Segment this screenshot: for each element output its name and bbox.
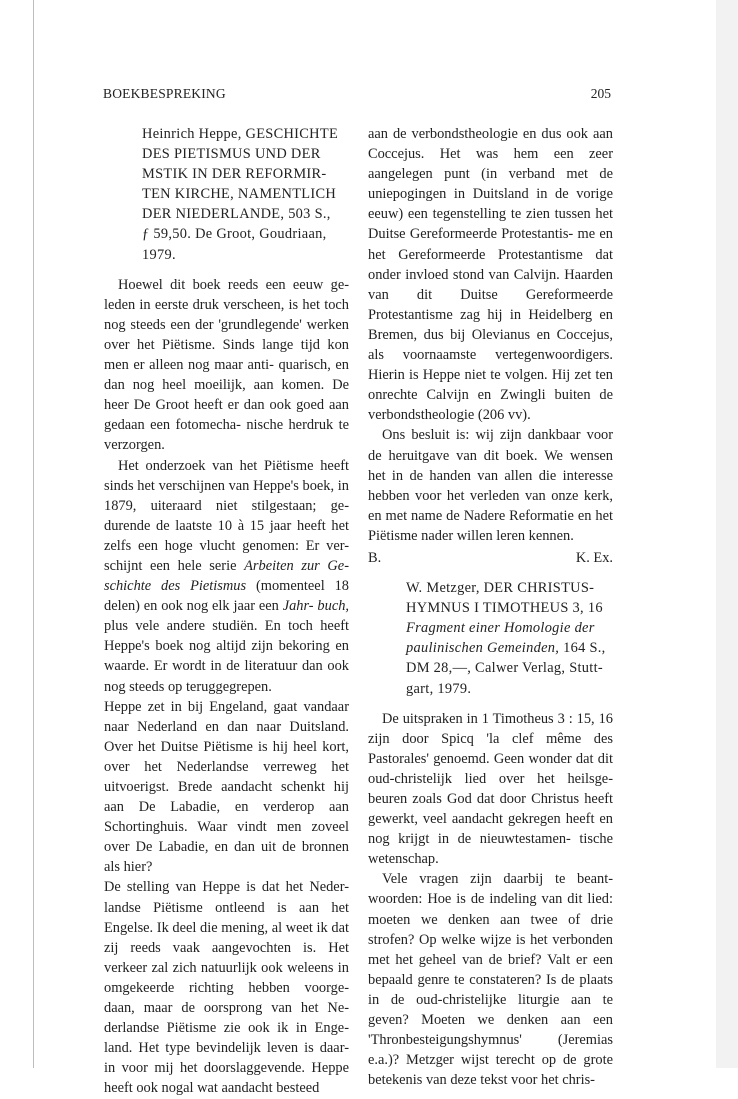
binding-edge bbox=[33, 0, 34, 1068]
page-edge bbox=[716, 0, 738, 1068]
book-citation-metzger: W. Metzger, DER CHRISTUS- HYMNUS I TIMOTHEUS 3, 16 Fragment einer Homologie der paulinischen Gemeinden, 164 S., DM 28,—, Calwer Verlag, Stutt- gart, 1979. bbox=[406, 580, 606, 697]
review-paragraph: Vele vragen zijn daarbij te beant- woorden: Hoe is de indeling van dit lied: moeten we denken aan twee of drie strofen? Op welke wijze is het verbonden met het geheel van de brief? Valt er een bepaald genre te constateren? Is de plaats in de oud-christelijke liturgie aan te geven? Moeten we denken aan een 'Thronbesteigungshymnus' (Jeremias e.a.)? Metzger wijst terecht op de grote betekenis van deze tekst voor het chris- bbox=[368, 871, 613, 1089]
review-paragraph: aan de verbondstheologie en dus ook aan Coccejus. Het was hem een zeer aangelegen punt (in verband met de uniepogingen in Duitsland in de vorige eeuw) een tegenstelling te zien tussen het Duitse Gereformeerde Protestantis- me en het Gereformeerde Protestantisme dat onder invloed stond van Calvijn. Haarden van dit Duitse Gereformeerde Protestantisme zag hij in Heidelberg en Bremen, dus bij Olevianus en Coccejus, als voornaamste vertegenwoordigers. Hierin is Heppe niet te volgen. Hij zet ten onrechte Calvijn en Zwingli buiten de verbondstheologie (206 vv). bbox=[368, 126, 613, 424]
signature-initial: B. bbox=[368, 549, 382, 566]
right-column bbox=[368, 124, 613, 1090]
review-paragraph: Heppe zet in bij Engeland, gaat vandaar naar Nederland en dan naar Duitsland. Over het Duitse Piëtisme is hij heel kort, over het Nederlandse verreweg het uitvoerigst. Brede aandacht schenkt hij aan De Labadie, en verderop aan Schortinghuis. Waar vindt men zoveel over De Labadie, en dan uit de bronnen als hier? bbox=[104, 698, 349, 876]
section-title: BOEKBESPREKING bbox=[103, 86, 226, 101]
review-paragraph: Hoewel dit boek reeds een eeuw ge- leden in eerste druk verscheen, is het toch nog steeds een der 'grundlegende' werken over het Piëtisme. Sinds lange tijd kon men er alleen nog maar anti- quarisch, en dan nog heel moeilijk, aan komen. De heer De Groot heeft er dan ook goed aan gedaan een fotomecha- nische herdruk te verzorgen. bbox=[104, 276, 349, 454]
book-citation-heppe: Heinrich Heppe, GESCHICHTE DES PIETISMUS UND DER MSTIK IN DER REFORMIR- TEN KIRCHE, NAMENTLICH DER NIEDERLANDE, 503 S., ƒ 59,50. De Groot, Goudriaan, 1979. bbox=[142, 126, 339, 263]
review-paragraph: De uitspraken in 1 Timotheus 3 : 15, 16 zijn door Spicq 'la clef même des Pastorales' genoemd. Geen wonder dat dit oud-christelijk lied over het heilsge- beuren zoals God dat door Christus heeft gewerkt, veel aandacht gekregen heeft en nog krijgt in de nieuwtestamen- tische wetenschap. bbox=[368, 710, 613, 868]
review-paragraph: Ons besluit is: wij zijn dankbaar voor de heruitgave van dit boek. We wensen het in de handen van allen die interesse hebben voor het verleden van onze kerk, en met name de Nadere Reformatie en het Piëtisme nader willen leren kennen. bbox=[368, 427, 613, 544]
review-paragraph: De stelling van Heppe is dat het Neder- landse Piëtisme ontleend is aan het Engelse. Ik deel die mening, al weet ik dat zij reeds vaak aangevochten is. Het verkeer zal zich natuurlijk ook weleens in omgekeerde richting hebben voorge- daan, maar de oorsprong van het Ne- derlandse Piëtisme zie ook ik in Enge- land. Het type bevindelijk leven is daar- in voor mij het doorslaggevende. Heppe heeft ook nogal wat aandacht besteed bbox=[104, 879, 349, 1097]
page-number: 205 bbox=[590, 86, 611, 101]
running-header bbox=[103, 86, 611, 106]
reviewer-signature bbox=[368, 548, 613, 568]
left-column bbox=[104, 124, 349, 1099]
signature-name: K. Ex. bbox=[575, 549, 613, 566]
review-paragraph: Het onderzoek van het Piëtisme heeft sinds het verschijnen van Heppe's boek, in 1879, uiteraard niet stilgestaan; ge- durende de laatste 10 à 15 jaar heeft het zelfs een hoge vlucht genomen: Er ver- schijnt een hele serie Arbeiten zur Ge- schichte des Pietismus (momenteel 18 delen) en ook nog elk jaar een Jahr- buch, plus vele andere studiën. En toch heeft Heppe's boek nog altijd zijn bekoring en waarde. Er wordt in de literatuur dan ook nog steeds op teruggegrepen. bbox=[104, 457, 349, 695]
